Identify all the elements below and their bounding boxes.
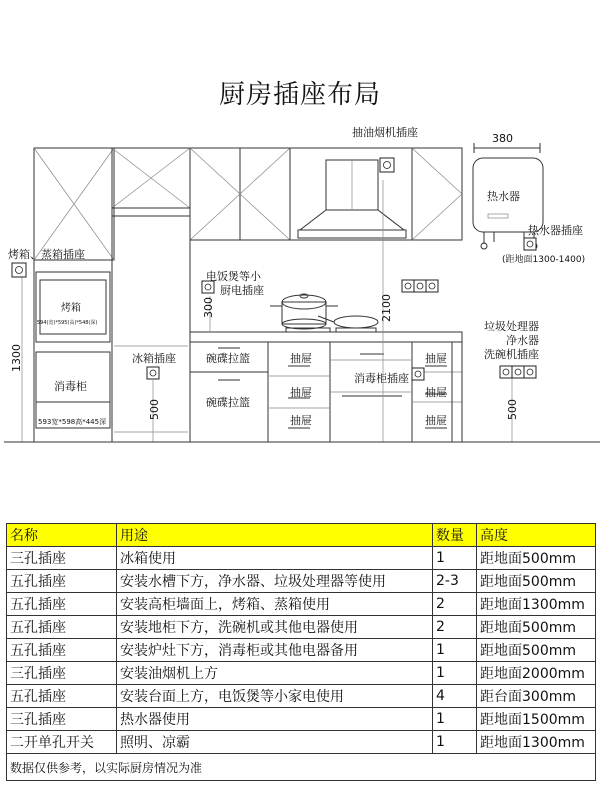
- drawer-label-4: 抽屉: [425, 352, 447, 365]
- right-label-2: 净水器: [506, 334, 539, 347]
- cell-height: 距地面500mm: [477, 570, 596, 593]
- drawer-label-6: 抽屉: [425, 414, 447, 427]
- table-row: [7, 639, 596, 662]
- cell-qty: 1: [433, 662, 477, 685]
- drawer-label-1: 抽屉: [290, 352, 312, 365]
- socket-counter-2: [414, 280, 426, 292]
- cell-qty: 2: [433, 593, 477, 616]
- dish-basket-label-2: 碗碟拉篮: [206, 396, 250, 409]
- socket-counter-1: [402, 280, 414, 292]
- cell-height: 距地面1300mm: [477, 731, 596, 754]
- cell-usage: 安装炉灶下方，消毒柜或其他电器备用: [117, 639, 433, 662]
- cell-height: 距地面500mm: [477, 616, 596, 639]
- table-row: [7, 570, 596, 593]
- heater-socket-label: 热水器插座: [528, 224, 583, 237]
- cell-name: 五孔插座: [7, 639, 117, 662]
- socket-hood: [380, 158, 394, 172]
- socket-sink-1: [500, 366, 512, 378]
- cookware: [270, 294, 378, 332]
- cell-usage: 安装台面上方，电饭煲等小家电使用: [117, 685, 433, 708]
- tall-cabinet: [34, 260, 112, 442]
- cell-name: 五孔插座: [7, 570, 117, 593]
- socket-counter-3: [426, 280, 438, 292]
- socket-sink-2: [512, 366, 524, 378]
- socket-oven: [12, 263, 26, 277]
- dim-300-label: 300: [202, 297, 215, 318]
- cell-height: 距地面1300mm: [477, 593, 596, 616]
- fridge-socket-label: 冰箱插座: [132, 352, 176, 365]
- dish-basket-label-1: 碗碟拉篮: [206, 352, 250, 365]
- disinfect-size-label: 593宽*598高*445深: [38, 418, 107, 426]
- cell-qty: 2: [433, 616, 477, 639]
- oven-size-label: 594(宽)*595(高)*548(深): [37, 320, 98, 326]
- table-note-row: [7, 754, 596, 781]
- header-usage: 用途: [117, 524, 433, 547]
- dim-1300-label: 1300: [10, 344, 23, 372]
- cell-name: 三孔插座: [7, 708, 117, 731]
- drawer-label-3: 抽屉: [290, 414, 312, 427]
- cell-qty: 1: [433, 708, 477, 731]
- table-note: 数据仅供参考，以实际厨房情况为准: [7, 754, 596, 781]
- sockets: [12, 158, 536, 380]
- socket-heater: [524, 238, 536, 250]
- dim-500-right-label: 500: [506, 399, 519, 420]
- heater-height-label: (距地面1300-1400): [502, 255, 586, 265]
- page-title: 厨房插座布局: [218, 80, 381, 110]
- cooker-note-line1: 电饭煲等小: [206, 270, 261, 283]
- cooker-note-line2: 厨电插座: [220, 284, 264, 297]
- cell-height: 距地面1500mm: [477, 708, 596, 731]
- drawer-label-5: 抽屉: [425, 386, 447, 399]
- cell-height: 距台面300mm: [477, 685, 596, 708]
- cell-qty: 1: [433, 731, 477, 754]
- header-name: 名称: [7, 524, 117, 547]
- oven-label: 烤箱: [61, 303, 81, 314]
- cell-usage: 安装油烟机上方: [117, 662, 433, 685]
- cell-usage: 照明、凉霸: [117, 731, 433, 754]
- right-label-3: 洗碗机插座: [484, 348, 539, 361]
- table-row: [7, 616, 596, 639]
- cell-height: 距地面500mm: [477, 639, 596, 662]
- cell-usage: 热水器使用: [117, 708, 433, 731]
- disinfect-cabinet-label: 消毒柜: [54, 380, 87, 393]
- cell-name: 五孔插座: [7, 685, 117, 708]
- dim-500-left-label: 500: [148, 399, 161, 420]
- cell-name: 五孔插座: [7, 616, 117, 639]
- table-row: [7, 593, 596, 616]
- cell-qty: 2-3: [433, 570, 477, 593]
- spec-table: [6, 523, 596, 781]
- table-row: [7, 547, 596, 570]
- oven-socket-label: 烤箱、蒸箱插座: [8, 248, 85, 261]
- disinfect-socket-label: 消毒柜插座: [354, 372, 409, 385]
- cell-name: 二开单孔开关: [7, 731, 117, 754]
- cell-name: 三孔插座: [7, 662, 117, 685]
- cell-name: 三孔插座: [7, 547, 117, 570]
- right-label-1: 垃圾处理器: [484, 320, 539, 333]
- cell-usage: 安装水槽下方，净水器、垃圾处理器等使用: [117, 570, 433, 593]
- table-row: [7, 708, 596, 731]
- cell-usage: 冰箱使用: [117, 547, 433, 570]
- hood-socket-label: 抽油烟机插座: [352, 126, 418, 139]
- socket-sink-3: [524, 366, 536, 378]
- table-row: [7, 662, 596, 685]
- cell-height: 距地面2000mm: [477, 662, 596, 685]
- diagram-labels: [8, 125, 585, 427]
- dim-2100-label: 2100: [380, 294, 393, 322]
- drawer-label-2: 抽屉: [290, 386, 312, 399]
- socket-disinfect: [412, 368, 424, 380]
- cell-qty: 1: [433, 547, 477, 570]
- socket-fridge: [147, 367, 159, 379]
- table-row: [7, 685, 596, 708]
- table-row: [7, 731, 596, 754]
- header-qty: 数量: [433, 524, 477, 547]
- base-cabinets: [190, 332, 462, 442]
- cell-name: 五孔插座: [7, 593, 117, 616]
- cell-qty: 1: [433, 639, 477, 662]
- upper-cabinets: [34, 148, 462, 260]
- heater-width-label: 380: [492, 132, 513, 145]
- heater-label: 热水器: [487, 190, 520, 203]
- header-height: 高度: [477, 524, 596, 547]
- table-header-row: [7, 524, 596, 547]
- cell-usage: 安装高柜墙面上，烤箱、蒸箱使用: [117, 593, 433, 616]
- cell-usage: 安装地柜下方，洗碗机或其他电器使用: [117, 616, 433, 639]
- cell-height: 距地面500mm: [477, 547, 596, 570]
- cell-qty: 4: [433, 685, 477, 708]
